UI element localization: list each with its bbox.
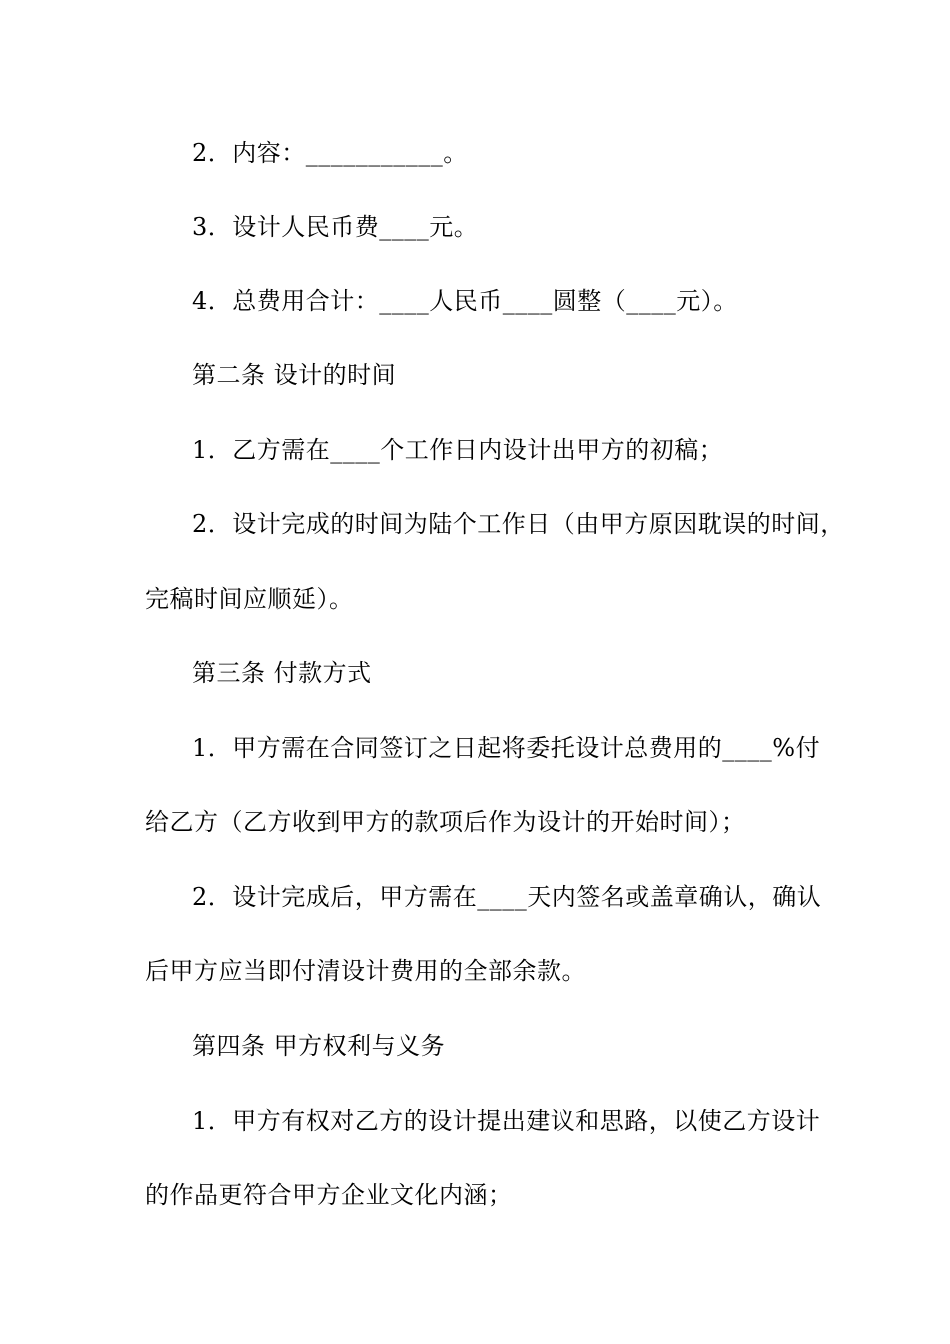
- article-2-item-2-line-2: 完稿时间应顺延）。: [145, 585, 354, 613]
- article-3-item-2-line-2: 后甲方应当即付清设计费用的全部余款。: [145, 957, 586, 985]
- clause-4-total-fee: 4．总费用合计：____人民币____圆整（____元）。: [192, 287, 738, 315]
- clause-3-design-fee: 3．设计人民币费____元。: [192, 213, 479, 241]
- clause-2-content: 2．内容：___________。: [192, 139, 468, 167]
- article-3-item-2-line-1: 2．设计完成后，甲方需在____天内签名或盖章确认，确认: [192, 883, 822, 911]
- article-3-heading: 第三条 付款方式: [192, 659, 372, 687]
- article-3-item-1-line-1: 1．甲方需在合同签订之日起将委托设计总费用的____%付: [192, 734, 821, 762]
- article-4-item-1-line-2: 的作品更符合甲方企业文化内涵；: [145, 1181, 513, 1209]
- article-2-item-2-line-1: 2．设计完成的时间为陆个工作日（由甲方原因耽误的时间，: [192, 510, 845, 538]
- article-4-item-1-line-1: 1．甲方有权对乙方的设计提出建议和思路，以使乙方设计: [192, 1107, 821, 1135]
- article-4-heading: 第四条 甲方权利与义务: [192, 1032, 446, 1060]
- article-2-item-1: 1．乙方需在____个工作日内设计出甲方的初稿；: [192, 436, 724, 464]
- article-2-heading: 第二条 设计的时间: [192, 361, 397, 389]
- article-3-item-1-line-2: 给乙方（乙方收到甲方的款项后作为设计的开始时间）；: [145, 808, 746, 836]
